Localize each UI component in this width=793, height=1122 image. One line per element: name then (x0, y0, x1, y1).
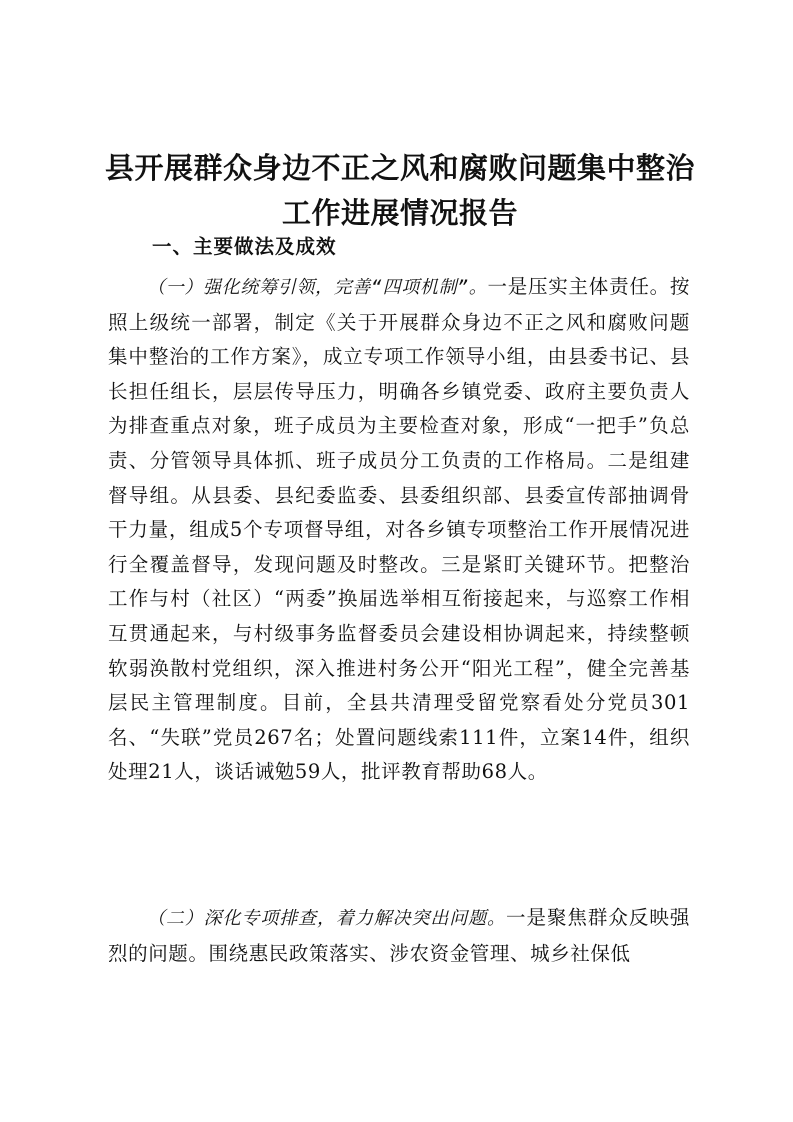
document-title (100, 146, 700, 236)
paragraph-1-body: 一是压实主体责任。按照上级统一部署，制定《关于开展群众身边不正之风和腐败问题集中整治的工作方案》，成立专项工作领导小组，由县委书记、县长担任组长，层层传导压力，明确各乡镇党委、政府主要负责人为排查重点对象，班子成员为主要检查对象，形成“一把手”负总责、分管领导具体抓、班子成员分工负责的工作格局。二是组建督导组。从县委、县纪委监委、县委组织部、县委宣传部抽调骨干力量，组成5个专项督导组，对各乡镇专项整治工作开展情况进行全覆盖督导，发现问题及时整改。三是紧盯关键环节。把整治工作与村（社区）“两委”换届选举相互衔接起来，与巡察工作相互贯通起来，与村级事务监督委员会建设相协调起来，持续整顿软弱涣散村党组织，深入推进村务公开“阳光工程”，健全完善基层民主管理制度。目前，全县共清理受留党察看处分党员301名、“失联”党员267名；处置问题线索111件，立案14件，组织处理21人，谈话诫勉59人，批评教育帮助68人。 (108, 275, 690, 784)
section-heading-1: 一、主要做法及成效 (152, 235, 337, 258)
paragraph-2 (108, 901, 690, 971)
paragraph-1-lead: （一）强化统筹引领，完善“四项机制”。 (147, 277, 488, 298)
title-line-1: 县开展群众身边不正之风和腐败问题集中整治 (104, 151, 695, 185)
paragraph-1 (108, 270, 690, 790)
paragraph-2-lead: （二）深化专项排查，着力解决突出问题。 (147, 908, 506, 929)
title-line-2: 工作进展情况报告 (281, 196, 518, 230)
paragraph-2-body: 一是聚焦群众反映强烈的问题。围绕惠民政策落实、涉农资金管理、城乡社保低 (108, 906, 690, 965)
